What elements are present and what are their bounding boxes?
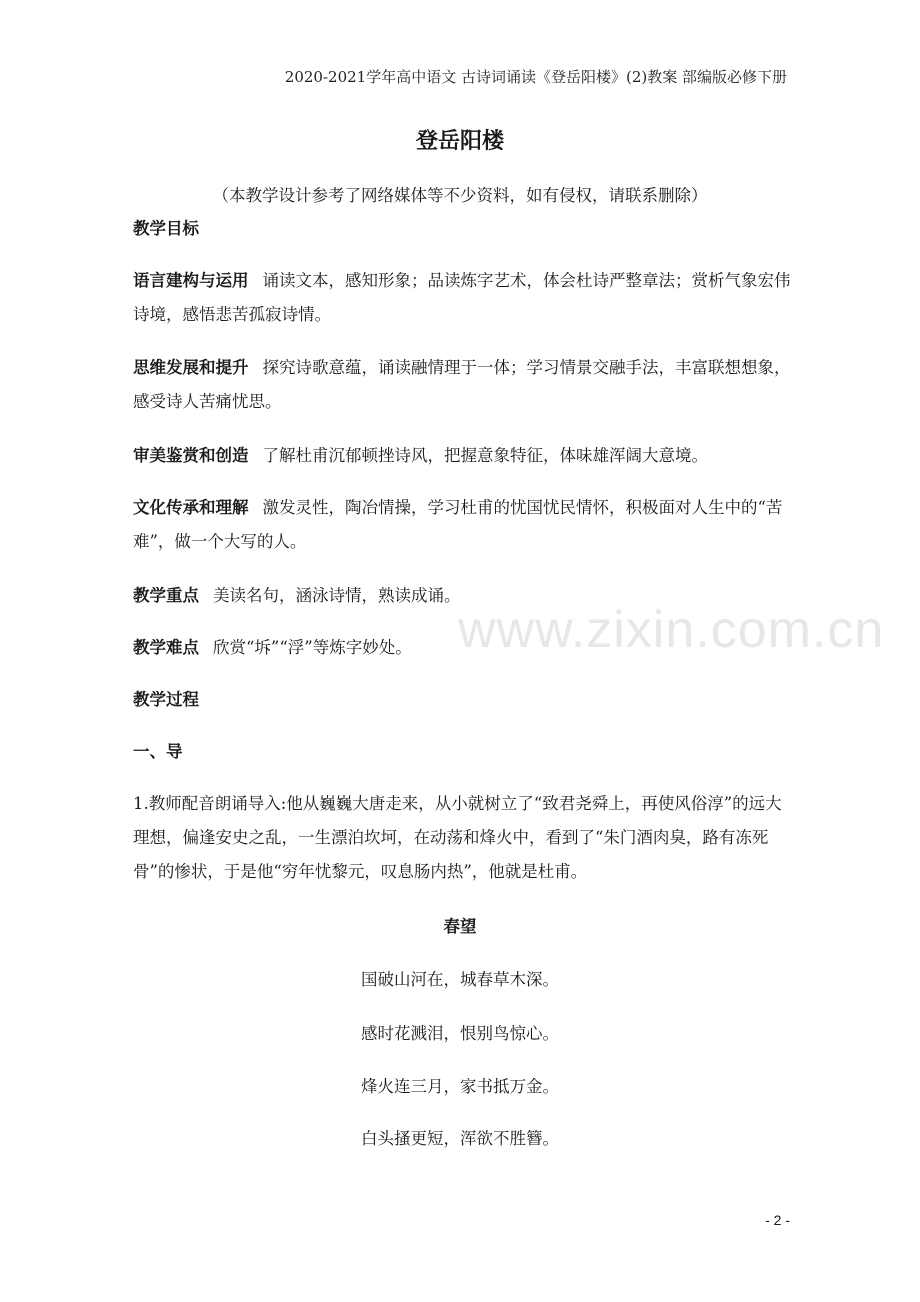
goal-label: 思维发展和提升 xyxy=(133,358,249,377)
difficulty-text: 欣赏“坼”“浮”等炼字妙处。 xyxy=(213,638,412,657)
poem-line: 白头搔更短，浑欲不胜簪。 xyxy=(361,1129,559,1148)
poem-line: 烽火连三月，家书抵万金。 xyxy=(361,1077,559,1096)
process-heading: 教学过程 xyxy=(133,690,199,709)
goals-heading: 教学目标 xyxy=(133,219,199,238)
goal-paragraph xyxy=(133,264,793,332)
goal-paragraph xyxy=(133,351,793,419)
goal-label: 语言建构与运用 xyxy=(133,271,249,290)
section-heading: 一、导 xyxy=(133,742,183,761)
document-title: 登岳阳楼 xyxy=(415,128,504,154)
goal-text: 探究诗歌意蕴，诵读融情理于一体；学习情景交融手法，丰富联想想象，感受诗人苦痛忧思。 xyxy=(133,358,791,411)
page-header: 2020-2021学年高中语文 古诗词诵读《登岳阳楼》(2)教案 部编版必修下册 xyxy=(284,68,787,86)
disclaimer-note: （本教学设计参考了网络媒体等不少资料，如有侵权，请联系删除） xyxy=(212,186,708,205)
key-point-text: 美读名句，涵泳诗情，熟读成诵。 xyxy=(213,586,461,605)
page-number: - 2 - xyxy=(765,1212,790,1228)
goal-paragraph xyxy=(133,439,793,473)
intro-paragraph: 1.教师配音朗诵导入:他从巍巍大唐走来，从小就树立了“致君尧舜上，再使风俗淳”的远大理想，偏逢安史之乱，一生漂泊坎坷，在动荡和烽火中，看到了“朱门酒肉臭，路有冻死骨”的惨状，于是他“穷年忧黎元，叹息肠内热”，他就是杜甫。 xyxy=(133,794,782,881)
goal-label: 文化传承和理解 xyxy=(133,498,249,517)
goal-label: 审美鉴赏和创造 xyxy=(133,446,249,465)
watermark: www.zixin.com.cn xyxy=(458,601,885,659)
goal-text: 诵读文本，感知形象；品读炼字艺术，体会杜诗严整章法；赏析气象宏伟诗境，感悟悲苦孤寂诗情。 xyxy=(133,271,791,324)
poem-line: 国破山河在，城春草木深。 xyxy=(361,970,559,989)
poem-line: 感时花溅泪，恨别鸟惊心。 xyxy=(361,1024,559,1043)
goal-text: 了解杜甫沉郁顿挫诗风，把握意象特征，体味雄浑阔大意境。 xyxy=(262,446,708,465)
key-point-label: 教学重点 xyxy=(133,586,199,605)
difficulty-label: 教学难点 xyxy=(133,638,199,657)
goal-text: 激发灵性，陶冶情操，学习杜甫的忧国忧民情怀，积极面对人生中的“苦难”，做一个大写的人。 xyxy=(133,498,783,551)
poem-title: 春望 xyxy=(443,917,477,936)
goal-paragraph xyxy=(133,491,793,559)
